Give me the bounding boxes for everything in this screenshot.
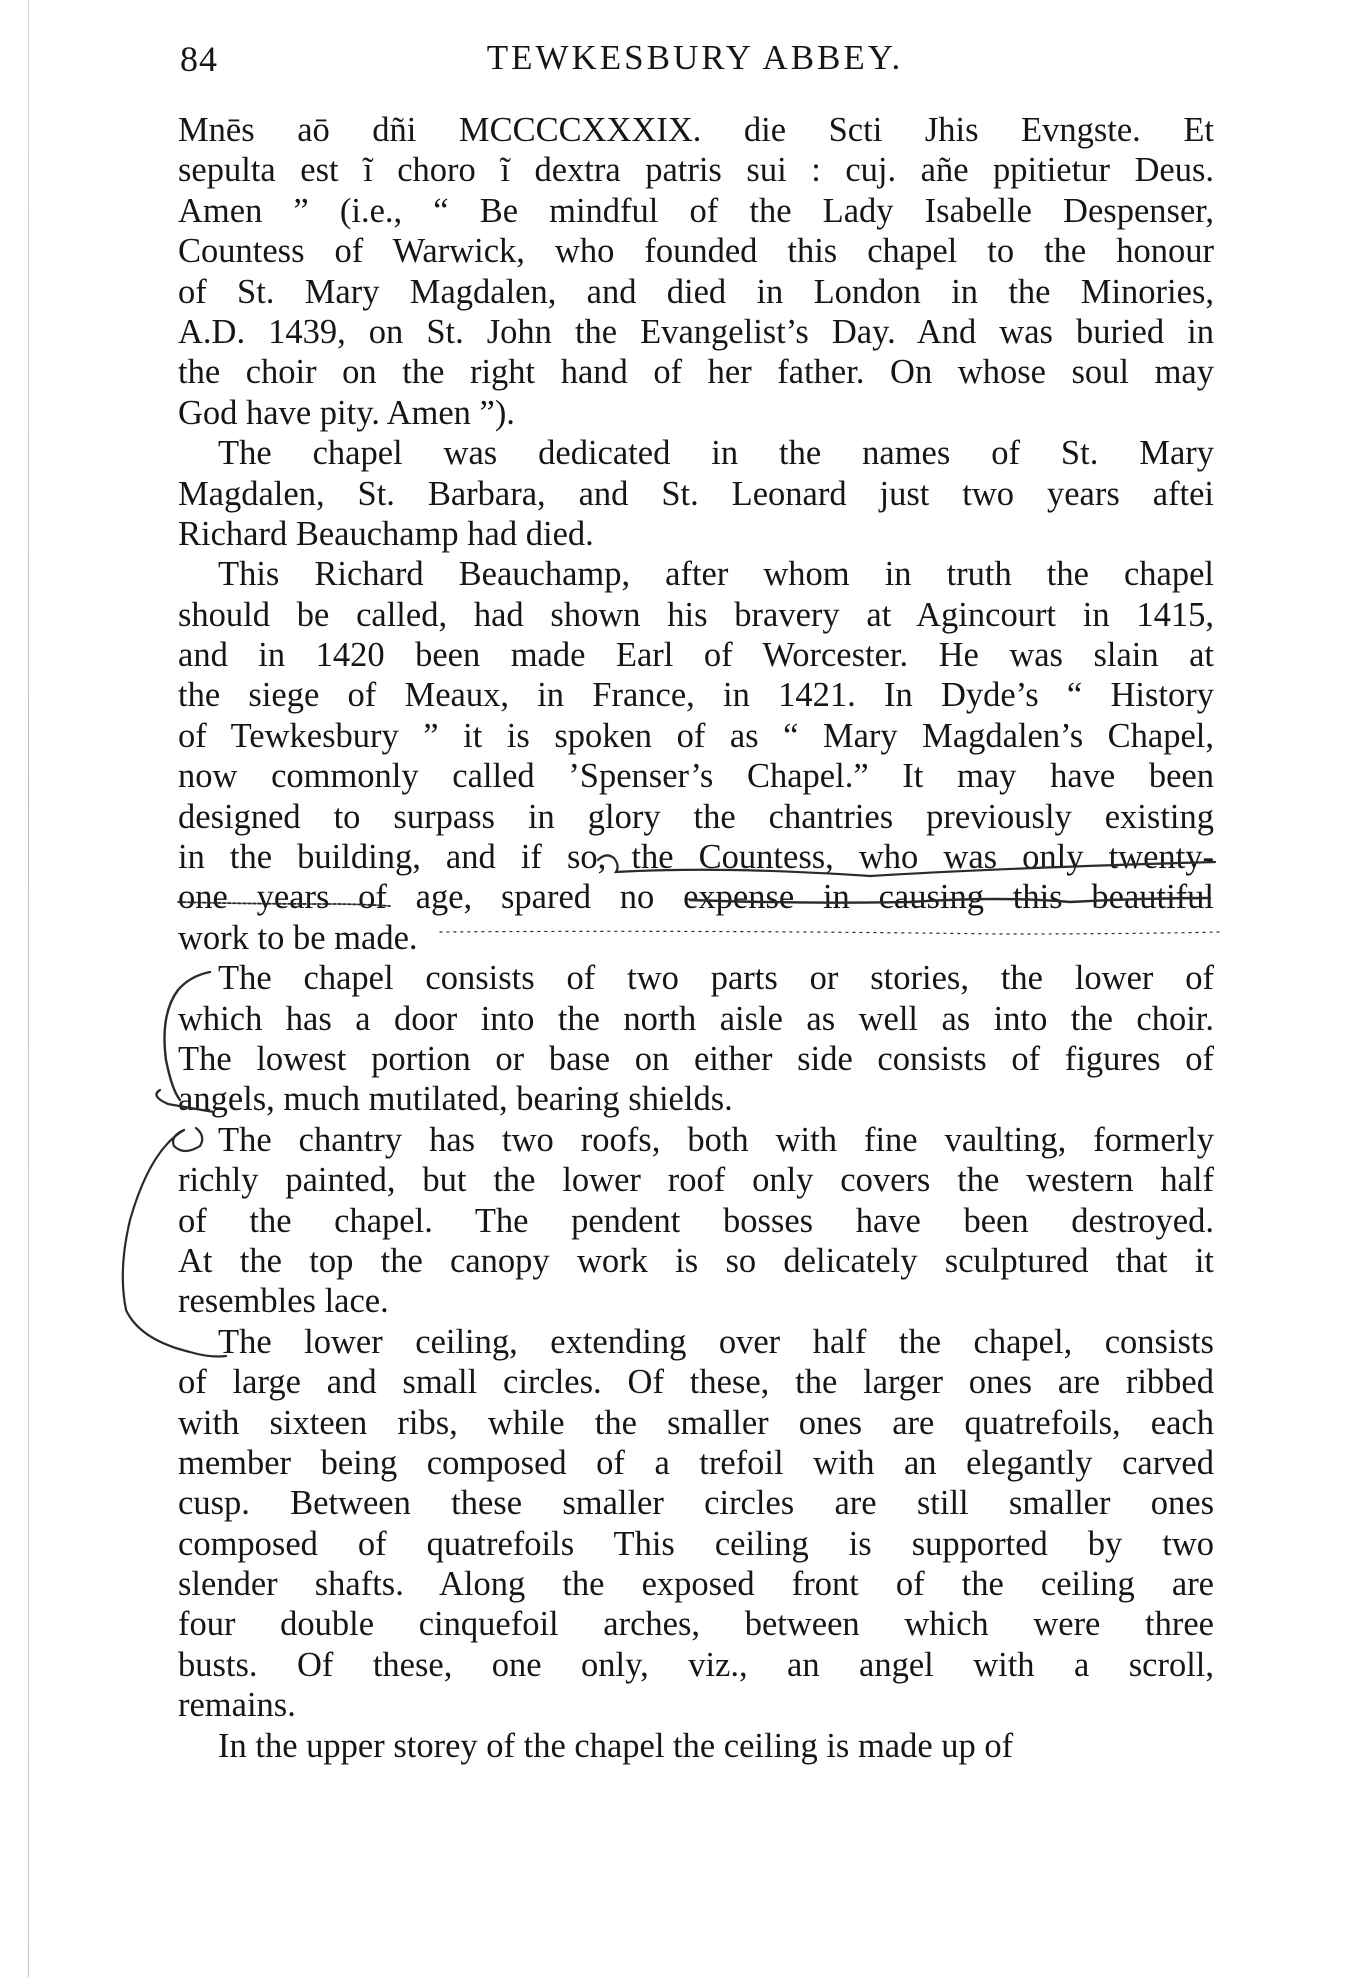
text-line: the siege of Meaux, in France, in 1421. In Dyde’s “ History xyxy=(178,676,1214,715)
paragraph xyxy=(178,1726,1214,1766)
text-line: the choir on the right hand of her father. On whose soul may xyxy=(178,353,1214,392)
text-line: composed of quatrefoils This ceiling is supported by two xyxy=(178,1524,1214,1563)
text-line: member being composed of a trefoil with an elegantly carved xyxy=(178,1443,1214,1482)
text-line: angels, much mutilated, bearing shields. xyxy=(178,1080,733,1119)
page-number: 84 xyxy=(180,39,218,79)
text-line: Mnēs aō dñi MCCCCXXXIX. die Scti Jhis Evngste. Et xyxy=(178,111,1214,149)
paragraph xyxy=(178,1120,1214,1322)
paragraph xyxy=(178,554,1214,958)
running-head xyxy=(180,30,1210,90)
text-line: one years of age, spared no expense in causing this beautiful xyxy=(178,878,1214,917)
text-line: cusp. Between these smaller circles are still smaller ones xyxy=(178,1484,1214,1523)
text-line: work to be made. xyxy=(178,918,418,957)
text-line: In the upper storey of the chapel the ceiling is made up of xyxy=(218,1726,1014,1765)
paragraph xyxy=(178,110,1214,433)
text-line: The chapel was dedicated in the names of St. Mary xyxy=(218,434,1214,473)
text-line: now commonly called ’Spenser’s Chapel.” It may have been xyxy=(178,757,1214,796)
text-line: Amen ” (i.e., “ Be mindful of the Lady Isabelle Despenser, xyxy=(178,191,1214,230)
text-line: This Richard Beauchamp, after whom in truth the chapel xyxy=(218,555,1214,594)
text-line: Magdalen, St. Barbara, and St. Leonard just two years aftei xyxy=(178,474,1214,513)
text-line: and in 1420 been made Earl of Worcester. He was slain at xyxy=(178,636,1214,675)
text-line: four double cinquefoil arches, between which were three xyxy=(178,1605,1214,1644)
text-line: The lowest portion or base on either side consists of figures of xyxy=(178,1039,1214,1078)
paragraph xyxy=(178,958,1214,1120)
text-line: busts. Of these, one only, viz., an angel with a scroll, xyxy=(178,1645,1214,1684)
text-line: A.D. 1439, on St. John the Evangelist’s Day. And was buried in xyxy=(178,312,1214,351)
text-line: with sixteen ribs, while the smaller ones are quatrefoils, each xyxy=(178,1403,1214,1442)
text-line: slender shafts. Along the exposed front of the ceiling are xyxy=(178,1565,1214,1604)
text-line: resembles lace. xyxy=(178,1282,389,1321)
text-line: The chantry has two roofs, both with fine vaulting, formerly xyxy=(218,1120,1214,1159)
text-line: of St. Mary Magdalen, and died in London in the Minories, xyxy=(178,272,1214,311)
running-title: TEWKESBURY ABBEY. xyxy=(486,38,904,77)
text-line: The lower ceiling, extending over half the chapel, consists xyxy=(218,1322,1214,1361)
paragraph xyxy=(178,433,1214,554)
text-line: Richard Beauchamp had died. xyxy=(178,514,594,553)
body-text xyxy=(178,110,1214,1766)
text-line: sepulta est ĩ choro ĩ dextra patris sui : cuj. añe ppitietur Deus. xyxy=(178,151,1214,190)
text-line: of Tewkesbury ” it is spoken of as “ Mary Magdalen’s Chapel, xyxy=(178,716,1214,755)
text-line: designed to surpass in glory the chantries previously existing xyxy=(178,797,1214,836)
text-line: remains. xyxy=(178,1686,296,1725)
text-line: richly painted, but the lower roof only covers the western half xyxy=(178,1161,1214,1200)
text-line: of large and small circles. Of these, the larger ones are ribbed xyxy=(178,1363,1214,1402)
text-line: should be called, had shown his bravery at Agincourt in 1415, xyxy=(178,595,1214,634)
text-line: of the chapel. The pendent bosses have been destroyed. xyxy=(178,1201,1214,1240)
text-line: Countess of Warwick, who founded this chapel to the honour xyxy=(178,232,1214,271)
text-line: At the top the canopy work is so delicately sculptured that it xyxy=(178,1241,1214,1280)
gutter-edge xyxy=(28,0,29,1977)
text-line: The chapel consists of two parts or stories, the lower of xyxy=(218,959,1214,998)
text-line: in the building, and if so, the Countess, who was only twenty- xyxy=(178,838,1214,877)
text-line: which has a door into the north aisle as well as into the choir. xyxy=(178,999,1214,1038)
paragraph xyxy=(178,1322,1214,1726)
text-line: God have pity. Amen ”). xyxy=(178,393,515,432)
